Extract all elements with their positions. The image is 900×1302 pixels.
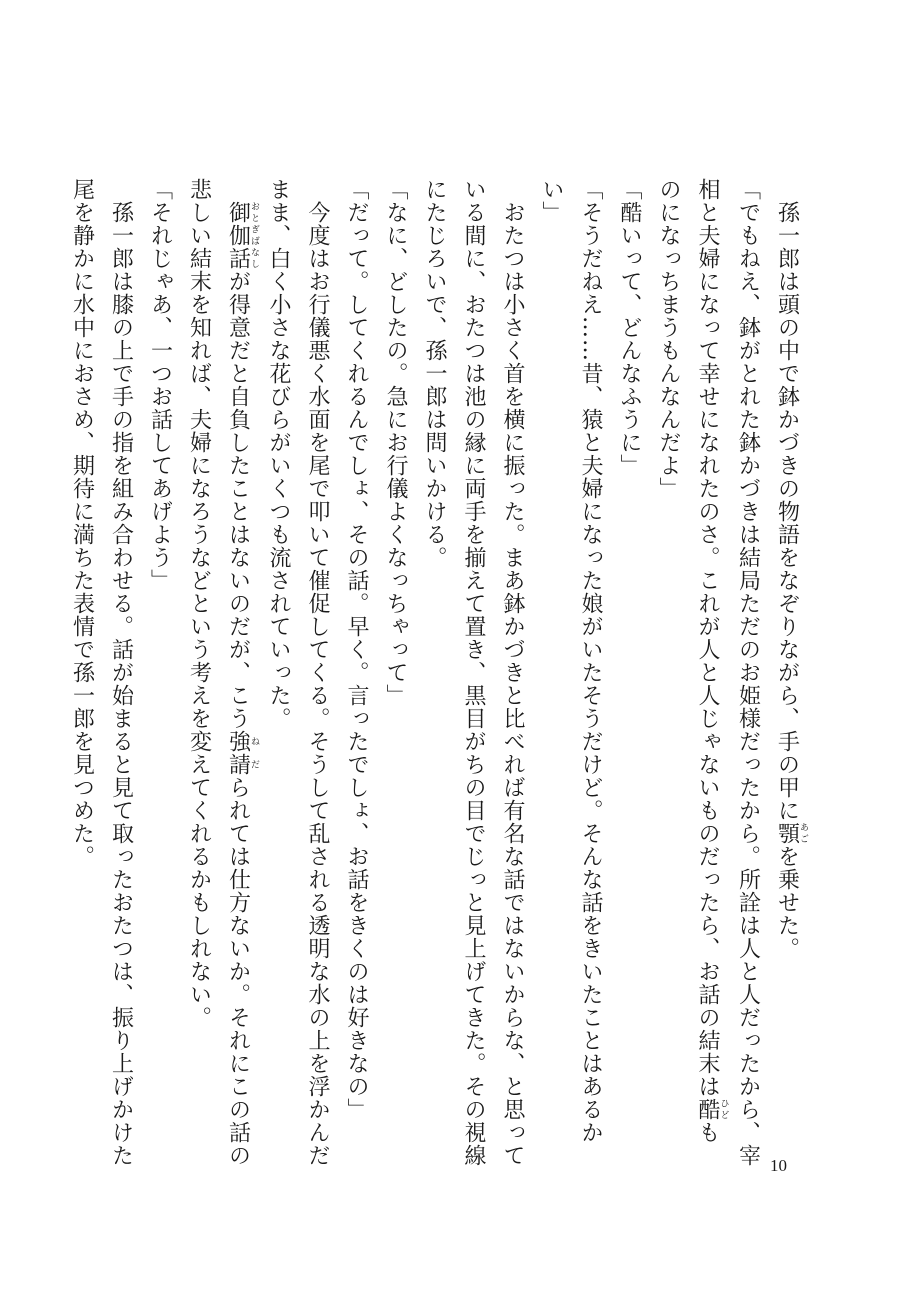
paragraph-line: 今度はお行儀悪く水面を尾で叩いて催促してくる。そうして乱される透明な水の上を浮かんだ <box>305 178 330 1167</box>
paragraph-line: 尾を静かに水中におさめ、期待に満ちた表情で孫一郎を見つめた。 <box>69 178 95 868</box>
paragraph-line: にたじろいで、孫一郎は問いかける。 <box>422 178 447 569</box>
text-segment: が得意だと自負したことはないのだが、こう <box>225 270 251 730</box>
paragraph-line: 孫一郎は膝の上で手の指を組み合わせる。話が始まると見て取ったおたつは、振り上げかけた <box>108 178 134 1167</box>
paragraph-line: 「だって。してくれるんでしょ、その話。早く。言ったでしょ、お話をきくのは好きなの」 <box>344 178 369 1121</box>
ruby-base: 酷 <box>695 1098 720 1121</box>
paragraph-line <box>219 178 260 1167</box>
ruby-annotation <box>225 730 259 776</box>
paragraph-line: 悲しい結末を知れば、夫婦になろうなどという考えを変えてくれるかもしれない。 <box>186 178 212 1029</box>
paragraph-line: 「それじゃあ、一つお話してあげよう」 <box>147 178 173 592</box>
paragraph-line: いる間に、おたつは池の縁に両手を揃えて置き、黒目がちの目でじっと見上げてきた。その視線 <box>461 178 486 1167</box>
ruby-reading: ねだ <box>249 730 259 776</box>
paragraph-line: 「そうだねえ……昔、猿と夫婦になった娘がいたそうだけど。そんな話をきいたことはあるか <box>578 178 603 1144</box>
text-segment: を乗せた。 <box>774 845 800 960</box>
ruby-base: 強請 <box>225 730 251 776</box>
text-segment <box>226 178 251 201</box>
ruby-annotation <box>774 822 808 845</box>
ruby-base: 御伽話 <box>225 201 251 270</box>
text-segment: られては仕方ないか。それにこの話の <box>225 776 251 1167</box>
paragraph-line: 「酷いって、どんなふうに」 <box>617 178 642 477</box>
text-segment: 孫一郎は頭の中で鉢かづきの物語をなぞりながら、手の甲に <box>774 178 800 822</box>
ruby-annotation <box>695 1098 729 1121</box>
paragraph-line: 「なに、どしたの。急にお行儀よくなっちゃって」 <box>383 178 408 707</box>
text-segment: 相と夫婦になって幸せになれたのさ。これが人と人じゃないものだったら、お話の結末は <box>695 178 720 1098</box>
paragraph-line <box>688 178 729 1158</box>
ruby-reading: おとぎばなし <box>249 201 259 270</box>
text-segment: も <box>695 1121 720 1144</box>
page-number: 10 <box>770 1156 787 1175</box>
ruby-reading: ひど <box>718 1098 729 1121</box>
ruby-base: 顎 <box>774 822 800 845</box>
paragraph-line: おたつは小さく首を横に振った。まあ鉢かづきと比べれば有名な話ではないからな、と思って <box>500 178 525 1167</box>
paragraph-line <box>768 178 809 1158</box>
ruby-annotation <box>225 201 259 270</box>
paragraph-line: のになっちまうもんなんだよ」 <box>656 178 681 500</box>
paragraph-line: 「でもねえ、鉢がとれた鉢かづきは結局ただのお姫様だったから。所詮は人と人だったから、宰 <box>735 178 761 1167</box>
paragraph-line: まま、白く小さな花びらがいくつも流されていった。 <box>266 178 291 730</box>
paragraph-line: い」 <box>539 178 564 224</box>
ruby-reading: あご <box>798 822 808 845</box>
